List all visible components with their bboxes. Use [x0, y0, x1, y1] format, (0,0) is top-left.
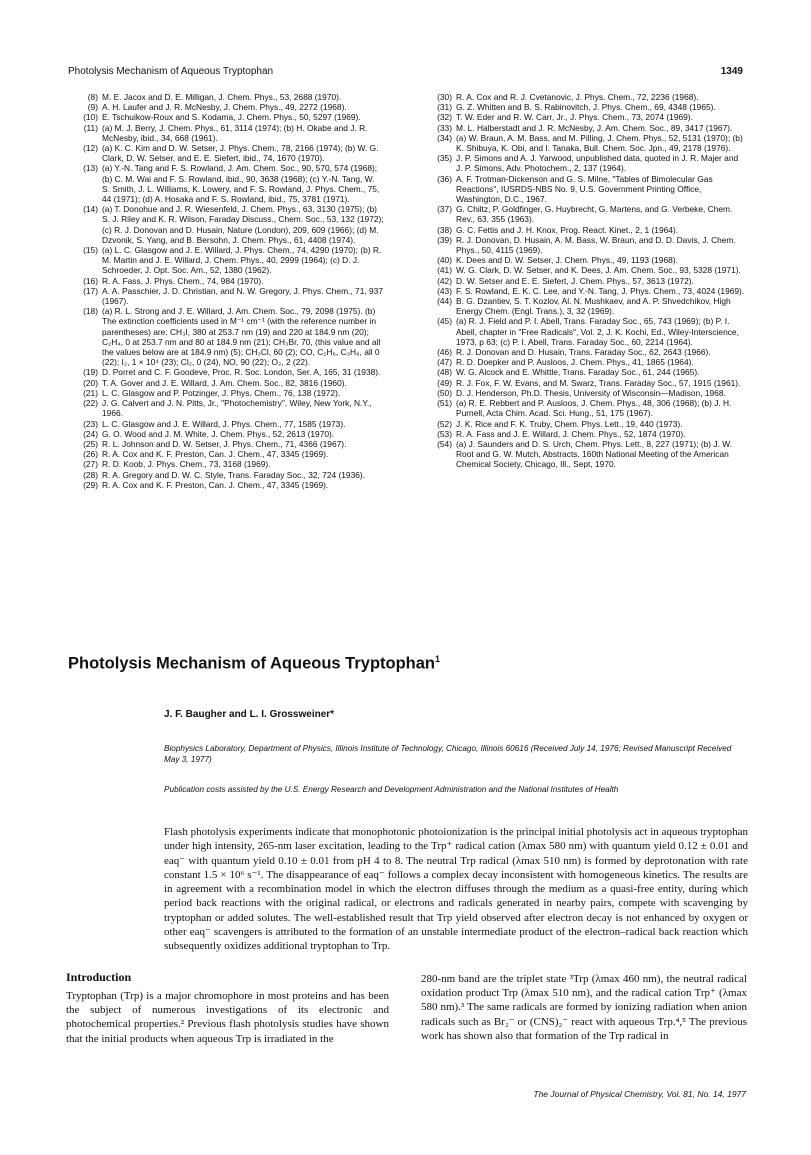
reference-text: R. J. Donovan and D. Husain, Trans. Faraday Soc., 62, 2643 (1966).: [456, 347, 711, 358]
reference-item: [66, 286, 384, 306]
reference-text: R. D. Doepker and P. Ausloos, J. Chem. Phys., 41, 1865 (1964).: [456, 357, 694, 368]
reference-number: (15): [83, 245, 98, 256]
reference-text: R. J. Donovan, D. Husain, A. M. Bass, W. Braun, and D. D. Davis, J. Chem. Phys., 50, 4115 (1969).: [456, 234, 736, 256]
reference-item: [420, 296, 746, 316]
reference-number: (20): [83, 377, 98, 388]
reference-text: (a) Y.-N. Tang and F. S. Rowland, J. Am. Chem. Soc., 90, 570, 574 (1968); (b) C. M. Wai and F. S. Rowland, ibid., 90, 3638 (1968); (c) Y.-N. Tang, W. S. Smith, J. L. Williams, K. Lowery, and F. S. Rowland, J. Phys. Chem., 75, 44 (1971); (d) A. Hosaka and F. S. Rowland, ibid., 75, 3781 (1971).: [102, 163, 380, 205]
reference-number: (13): [83, 163, 98, 174]
reference-number: (35): [437, 153, 452, 164]
reference-item: [66, 429, 384, 439]
reference-text: (a) K. C. Kim and D. W. Setser, J. Phys. Chem., 78, 2166 (1974); (b) W. G. Clark, D. W. Setser, and E. E. Siefert, ibid., 74, 1670 (1970).: [102, 143, 379, 164]
reference-number: (50): [437, 387, 452, 398]
reference-text: R. J. Fox, F. W. Evans, and M. Swarz, Trans. Faraday Soc., 57, 1915 (1961).: [456, 377, 741, 388]
reference-number: (26): [83, 449, 98, 460]
reference-item: [420, 133, 746, 153]
reference-item: [66, 102, 384, 112]
reference-text: A. F. Trotman-Dickenson and G. S. Milne, "Tables of Bimolecular Gas Reactions", IUSRDS-NBS No. 9, U.S. Government Printing Office, Washington, D.C., 1967.: [456, 173, 713, 205]
page-number: 1349: [720, 66, 743, 77]
reference-number: (51): [437, 398, 452, 409]
reference-text: M. E. Jacox and D. E. Milligan, J. Chem. Phys., 53, 2688 (1970).: [102, 92, 342, 102]
reference-item: [420, 419, 746, 429]
reference-text: (a) M. J. Berry, J. Chem. Phys., 61, 3114 (1974); (b) H. Okabe and J. R. McNesby, ibid., 34, 668 (1961).: [102, 122, 368, 143]
reference-number: (36): [437, 173, 452, 184]
journal-footer: The Journal of Physical Chemistry, Vol. 81, No. 14, 1977: [533, 1089, 746, 1099]
reference-number: (11): [83, 122, 98, 133]
reference-number: (41): [437, 265, 452, 276]
article-title-text: Photolysis Mechanism of Aqueous Tryptophan: [68, 654, 436, 673]
reference-number: (49): [437, 377, 452, 388]
reference-text: W. G. Alcock and E. Whittle, Trans. Faraday Soc., 61, 244 (1965).: [456, 367, 700, 378]
reference-item: [66, 245, 384, 276]
reference-item: [66, 306, 384, 367]
introduction-column-2: 280-nm band are the triplet state ³Trp (λmax 460 nm), the neutral radical oxidation product Trp (λmax 510 nm), and the radical cation Trp⁺ (λmax 580 nm).³ The same radicals are formed by ionizing radiation when anion radicals such as Br₂⁻ or (CNS)₂⁻ react with aqueous Trp.⁴,⁵ The previous work has shown also that formation of the Trp radical in: [421, 973, 747, 1042]
reference-number: (28): [83, 469, 98, 480]
reference-item: [66, 398, 384, 418]
reference-item: [420, 153, 746, 173]
reference-text: (a) J. Saunders and D. S. Urch, Chem. Phys. Lett., 8, 227 (1971); (b) J. W. Root and G. W. Mutch, Abstracts, 160th National Meeting of the American Chemical Society, Chicago, Ill., Sept, 1970.: [456, 438, 733, 470]
reference-number: (47): [437, 357, 452, 368]
reference-text: D. W. Setser and E. E. Siefert, J. Chem. Phys., 57, 3613 (1972).: [456, 275, 694, 286]
reference-text: (a) W. Braun, A. M. Bass, and M. Pilling, J. Chem. Phys., 52, 5131 (1970); (b) K. Shibuya, K. Obi, and I. Tanaka, Bull. Chem. Soc. Jpn., 49, 2178 (1976).: [456, 132, 743, 154]
introduction-column-1: Tryptophan (Trp) is a major chromophore in most proteins and has been the subject of numerous investigations of its electronic and photochemical properties.² Previous flash photolysis studies have shown that the initial products when aqueous Trp is irradiated in the: [66, 990, 389, 1045]
reference-number: (33): [437, 122, 452, 133]
funding-note: Publication costs assisted by the U.S. Energy Research and Development Administration and the National Institutes of Health: [164, 785, 619, 794]
reference-item: [420, 112, 746, 122]
reference-number: (45): [437, 316, 452, 327]
reference-item: [66, 470, 384, 480]
reference-number: (24): [83, 428, 98, 439]
reference-item: [66, 449, 384, 459]
reference-text: G. Z. Whitten and B. S. Rabinovitch, J. Phys. Chem., 69, 4348 (1965).: [456, 102, 716, 113]
reference-item: [420, 398, 746, 418]
reference-number: (40): [437, 255, 452, 266]
reference-number: (12): [83, 143, 98, 154]
reference-item: [420, 225, 746, 235]
reference-number: (44): [437, 296, 452, 307]
reference-number: (30): [437, 92, 452, 102]
reference-text: (a) R. J. Field and P. I. Abell, Trans. Faraday Soc., 65, 743 (1969); (b) P. I. Abell, chapter in "Free Radicals", Vol. 2, J. K. Kochi, Ed., Wiley-Interscience, 1973, p 63; (c) P. I. Abell, Trans. Faraday Soc., 60, 2214 (1964).: [456, 316, 739, 347]
reference-item: [66, 367, 384, 377]
reference-number: (37): [437, 204, 452, 215]
reference-item: [66, 419, 384, 429]
reference-text: D. Porret and C. F. Goodeve, Proc. R. Soc. London, Ser. A, 165, 31 (1938).: [102, 367, 381, 378]
article-title: [68, 654, 440, 674]
reference-number: (22): [83, 398, 98, 409]
reference-number: (14): [83, 204, 98, 215]
reference-text: R. D. Koob, J. Phys. Chem., 73, 3168 (1969).: [102, 459, 271, 470]
reference-text: G. O. Wood and J. M. White, J. Chem. Phys., 52, 2613 (1970).: [102, 428, 335, 439]
reference-text: J. P. Simons and A. J. Yarwood, unpublished data, quoted in J. R. Majer and J. P. Simons, Adv. Photochem., 2, 137 (1964).: [456, 153, 739, 174]
reference-item: [66, 92, 384, 102]
reference-text: L. C. Glasgow and P. Potzinger, J. Phys. Chem., 76, 138 (1972).: [102, 387, 341, 398]
reference-number: (53): [437, 428, 452, 439]
reference-item: [420, 204, 746, 224]
reference-item: [420, 347, 746, 357]
reference-text: (a) R. E. Rebbert and P. Ausloos, J. Chem. Phys., 48, 306 (1968); (b) J. H. Purnell, Acta Chim. Acad. Sci. Hung., 51, 175 (1967).: [456, 398, 732, 419]
reference-item: [420, 429, 746, 439]
reference-text: J. K. Rice and F. K. Truby, Chem. Phys. Lett., 19, 440 (1973).: [456, 418, 683, 429]
reference-text: R. A. Fass and J. E. Willard, J. Chem. Phys., 52, 1874 (1970).: [456, 428, 686, 439]
reference-number: (34): [437, 132, 452, 143]
reference-item: [66, 123, 384, 143]
reference-number: (46): [437, 347, 452, 358]
reference-item: [66, 163, 384, 204]
reference-text: T. A. Gover and J. E. Willard, J. Am. Chem. Soc., 82, 3816 (1960).: [102, 377, 347, 388]
reference-item: [66, 378, 384, 388]
reference-text: D. J. Henderson, Ph.D. Thesis, University of Wisconsin—Madison, 1968.: [456, 387, 726, 398]
reference-number: (39): [437, 234, 452, 245]
reference-text: K. Dees and D. W. Setser, J. Chem. Phys., 49, 1193 (1968).: [456, 255, 678, 266]
reference-item: [66, 480, 384, 490]
reference-number: (9): [87, 102, 98, 113]
reference-item: [420, 367, 746, 377]
reference-number: (43): [437, 285, 452, 296]
reference-number: (29): [83, 479, 98, 490]
reference-number: (23): [83, 418, 98, 429]
reference-text: G. Chiltz, P. Goldfinger, G. Huybrecht, G. Martens, and G. Verbeke, Chem. Rev., 63, 355 (1963).: [456, 204, 733, 225]
reference-item: [420, 92, 746, 102]
reference-item: [420, 439, 746, 470]
reference-item: [66, 143, 384, 163]
reference-item: [420, 265, 746, 275]
reference-number: (27): [83, 459, 98, 470]
reference-number: (38): [437, 224, 452, 235]
authors: J. F. Baugher and L. I. Grossweiner*: [164, 709, 335, 720]
reference-number: (17): [83, 285, 98, 296]
reference-number: (19): [83, 367, 98, 378]
reference-item: [66, 439, 384, 449]
reference-number: (21): [83, 387, 98, 398]
reference-text: (a) R. L. Strong and J. E. Willard, J. Am. Chem. Soc., 79, 2098 (1975). (b) The extinction coefficients used in M⁻¹ cm⁻¹ (with the reference number in parentheses) are: CH₃I, 380 at 253.7 nm (19) and 220 at 184.9 nm (20); C₂H₄, 0 at 253.7 nm and 80 at 184.9 nm (21); CH₃Br, 70, (this value and all the values below are at 184.9 nm) (5); CH₃Cl, 60 (2); CO, C₂H₆, C₃H₈, all 0 (22); I₂, 1 × 10⁴ (23); Cl₂, 0 (24), NO, 90 (22); O₂, 2 (22).: [102, 306, 381, 368]
references-right-column: [420, 92, 746, 470]
reference-text: A. A. Passchier, J. D. Christian, and N. W. Gregory, J. Phys. Chem., 71, 937 (1967).: [102, 285, 383, 307]
reference-text: M. L. Halberstadt and J. R. McNesby, J. Am. Chem. Soc., 89, 3417 (1967).: [456, 122, 733, 133]
title-footnote-mark: 1: [435, 654, 441, 664]
reference-number: (18): [83, 306, 98, 317]
reference-number: (16): [83, 275, 98, 286]
reference-text: G. C. Fettis and J. H. Knox, Prog. React. Kinet., 2, 1 (1964).: [456, 224, 679, 235]
reference-item: [420, 378, 746, 388]
abstract: Flash photolysis experiments indicate that monophotonic photoionization is the principal initial photolysis act in aqueous tryptophan under high intensity, 265-nm laser excitation, leading to the Trp⁺ radical cation (λmax 580 nm) with quantum yield 0.12 ± 0.01 and eaq⁻ with quantum yield 0.10 ± 0.01 from pH 4 to 8. The neutral Trp radical (λmax 510 nm) is formed by deprotonation with rate constant 1.5 × 10⁶ s⁻¹. The disappearance of eaq⁻ follows a complex decay inconsistent with homogeneous kinetics. The results are in agreement with a recombination model in which the electron diffuses through the medium as a quasi-free entity, during which period back reactions with the original radical, or electrons and radicals generated in nearby pairs, compete with scavenging by tryptophan or added solutes. The well-established result that Trp yield observed after electron decay is not enhanced by oxygen or other eaq⁻ scavengers is attributed to the formation of an unstable intermediate product of the electron–radical back reaction which subsequently oxidizes additional tryptophan to Trp.: [164, 826, 748, 953]
reference-text: T. W. Eder and R. W. Carr, Jr., J. Phys. Chem., 73, 2074 (1969).: [456, 112, 693, 123]
reference-text: R. A. Fass, J. Phys. Chem., 74, 984 (1970).: [102, 275, 264, 286]
running-title: Photolysis Mechanism of Aqueous Tryptophan: [68, 66, 274, 77]
reference-text: J. G. Calvert and J. N. Pitts, Jr., "Photochemistry", Wiley, New York, N.Y., 1966.: [102, 398, 372, 419]
reference-number: (32): [437, 112, 452, 123]
reference-text: (a) T. Donohue and J. R. Wiesenfeld, J. Chem. Phys., 63, 3130 (1975); (b) S. J. Riley and K. R. Wilson, Faraday Discuss., Chem. Soc., 53, 132 (1972); (c) R. J. Donovan and D. Husain, Nature (London), 209, 609 (1966); (d) M. Dzvonik, S. Yang, and B. Bersohn, J. Chem. Phys., 61, 4408 (1974).: [102, 204, 384, 245]
reference-text: R. A. Cox and R. J. Cvetanovic, J. Phys. Chem., 72, 2236 (1968).: [456, 92, 699, 102]
reference-number: (52): [437, 418, 452, 429]
references-left-column: [66, 92, 384, 490]
reference-number: (42): [437, 275, 452, 286]
reference-text: L. C. Glasgow and J. E. Willard, J. Phys. Chem., 77, 1585 (1973).: [102, 418, 346, 429]
reference-item: [66, 112, 384, 122]
reference-number: (10): [83, 112, 98, 123]
reference-text: E. Tschuikow-Roux and S. Kodama, J. Chem. Phys., 50, 5297 (1969).: [102, 112, 361, 123]
reference-text: R. L. Johnson and D. W. Setser, J. Phys. Chem., 71, 4366 (1967).: [102, 438, 347, 449]
reference-item: [420, 235, 746, 255]
reference-text: W. G. Clark, D. W. Setser, and K. Dees, J. Am. Chem. Soc., 93, 5328 (1971).: [456, 265, 741, 276]
reference-item: [420, 255, 746, 265]
reference-text: R. A. Cox and K. F. Preston, Can. J. Chem., 47, 3345 (1969).: [102, 449, 329, 460]
running-header: [68, 66, 743, 80]
reference-item: [420, 316, 746, 347]
reference-number: (8): [87, 92, 98, 102]
reference-item: [66, 204, 384, 245]
section-heading-introduction: Introduction: [66, 970, 132, 984]
reference-number: (31): [437, 102, 452, 113]
reference-item: [420, 123, 746, 133]
reference-item: [420, 388, 746, 398]
reference-number: (25): [83, 438, 98, 449]
reference-text: F. S. Rowland, E. K. C. Lee, and Y.-N. Tang, J. Phys. Chem., 73, 4024 (1969).: [456, 285, 745, 296]
reference-item: [420, 174, 746, 205]
reference-text: B. G. Dzantiev, S. T. Kozlov, Al. N. Mushkaev, and A. P. Shvedchikov, High Energy Chem. (Engl. Trans.), 3, 32 (1969).: [456, 296, 731, 317]
reference-item: [420, 102, 746, 112]
affiliation: Biophysics Laboratory, Department of Physics, Illinois Institute of Technology, Chicago, Illinois 60616 (Received July 14, 1976; Revised Manuscript Received May 3, 1977): [164, 744, 732, 764]
reference-text: (a) L. C. Glasgow and J. E. Willard, J. Phys. Chem., 74, 4290 (1970); (b) R. M. Martin and J. E. Willard, J. Chem. Phys., 40, 2999 (1964); (c) D. J. Schroeder, J. Opt. Soc. Am., 52, 1380 (1962).: [102, 245, 382, 276]
reference-item: [66, 388, 384, 398]
reference-item: [420, 286, 746, 296]
reference-number: (48): [437, 367, 452, 378]
reference-text: R. A. Cox and K. F. Preston, Can. J. Chem., 47, 3345 (1969).: [102, 479, 329, 490]
reference-text: A. H. Laufer and J. R. McNesby, J. Chem. Phys., 49, 2272 (1968).: [102, 102, 347, 113]
reference-item: [66, 459, 384, 469]
reference-item: [420, 357, 746, 367]
reference-item: [420, 276, 746, 286]
reference-number: (54): [437, 438, 452, 449]
reference-text: R. A. Gregory and D. W. C. Style, Trans. Faraday Soc., 32, 724 (1936).: [102, 469, 365, 480]
reference-item: [66, 276, 384, 286]
